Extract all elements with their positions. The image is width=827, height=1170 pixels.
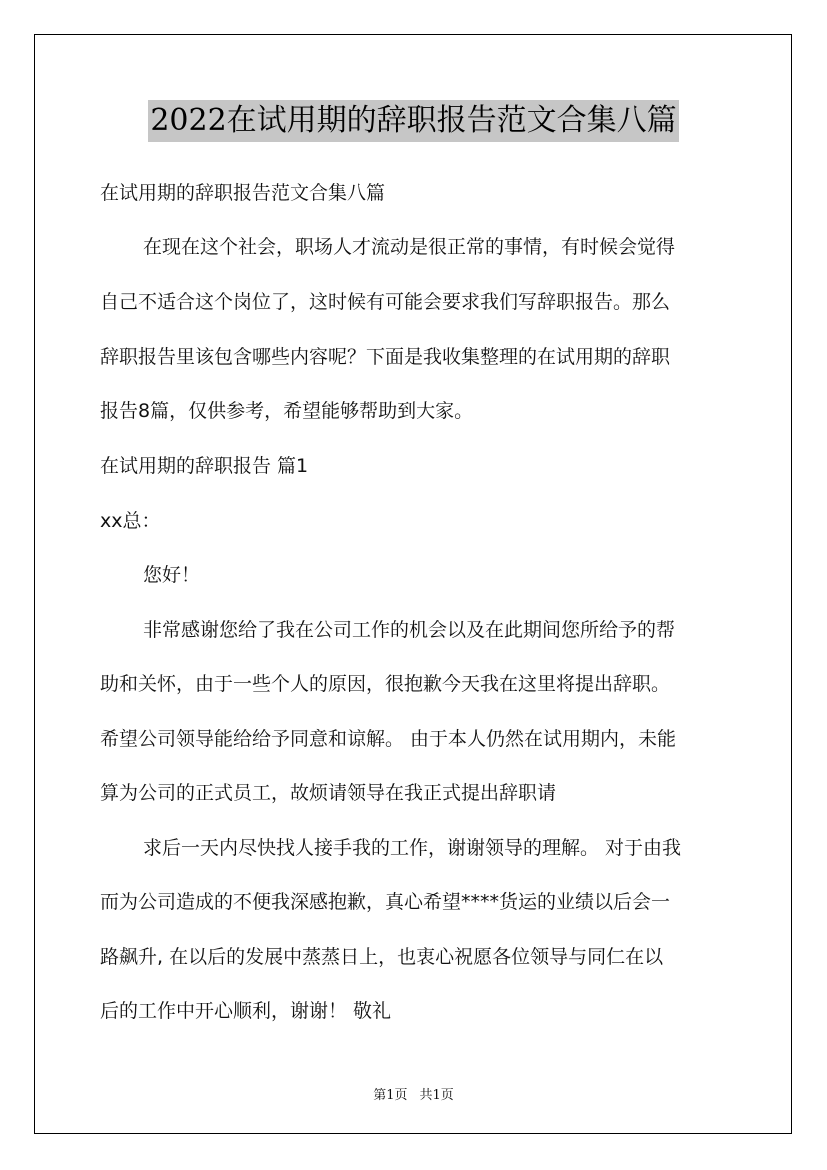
page-footer xyxy=(0,1084,827,1103)
title-container xyxy=(0,100,827,142)
paragraph-line: 求后一天内尽快找人接手我的工作，谢谢领导的理解。 对于由我 xyxy=(143,837,682,859)
paragraph-line: 后的工作中开心顺利，谢谢！ 敬礼 xyxy=(100,1000,392,1022)
document-subtitle: 在试用期的辞职报告范文合集八篇 xyxy=(100,182,386,204)
paragraph-line: 辞职报告里该包含哪些内容呢？下面是我收集整理的在试用期的辞职 xyxy=(100,346,671,368)
page-total: 共1页 xyxy=(419,1088,454,1103)
paragraph-line: 助和关怀，由于一些个人的原因，很抱歉今天我在这里将提出辞职。 xyxy=(100,673,671,695)
document-title: 2022在试用期的辞职报告范文合集八篇 xyxy=(148,100,678,142)
section-heading: 在试用期的辞职报告 篇1 xyxy=(100,455,309,477)
paragraph-line: 算为公司的正式员工，故烦请领导在我正式提出辞职请 xyxy=(100,782,557,804)
paragraph-line: 自己不适合这个岗位了，这时候有可能会要求我们写辞职报告。那么 xyxy=(100,291,671,313)
paragraph-line: 而为公司造成的不便我深感抱歉，真心希望****货运的业绩以后会一 xyxy=(100,891,671,913)
paragraph-line: 在现在这个社会，职场人才流动是很正常的事情，有时候会觉得 xyxy=(143,236,676,258)
paragraph-line: 报告8篇，仅供参考，希望能够帮助到大家。 xyxy=(100,400,474,422)
paragraph-line: 非常感谢您给了我在公司工作的机会以及在此期间您所给予的帮 xyxy=(143,619,676,641)
greeting: 您好！ xyxy=(143,564,201,586)
paragraph-line: 路飙升, 在以后的发展中蒸蒸日上，也衷心祝愿各位领导与同仁在以 xyxy=(100,946,664,968)
paragraph-line: 希望公司领导能给给予同意和谅解。 由于本人仍然在试用期内，未能 xyxy=(100,728,677,750)
salutation: xx总： xyxy=(100,510,161,532)
page-number: 第1页 xyxy=(373,1088,408,1103)
